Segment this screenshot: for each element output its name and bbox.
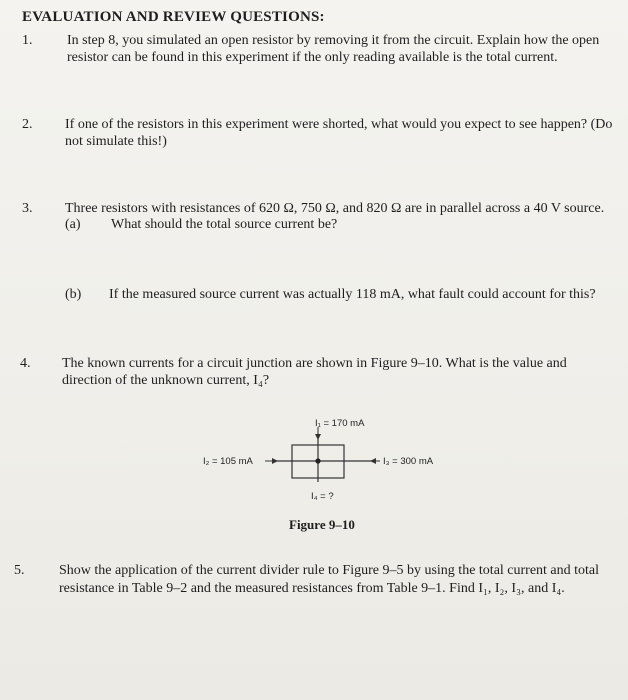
i3-label: I₃ = 300 mA xyxy=(383,456,434,467)
question-5-number: 5. xyxy=(14,563,25,578)
question-4-number: 4. xyxy=(20,356,31,371)
i1-arrowhead xyxy=(315,434,321,440)
question-2-line-2: not simulate this!) xyxy=(65,134,167,149)
question-3-number: 3. xyxy=(22,201,33,216)
question-4-line-2: direction of the unknown current, I₄? xyxy=(62,373,270,388)
question-5-line-2: resistance in Table 9–2 and the measured resistances from Table 9–1. Find I₁, I₂, I₃, and I₄. xyxy=(59,581,565,596)
question-5-line-1: Show the application of the current divider rule to Figure 9–5 by using the total current and total xyxy=(59,563,600,578)
junction-node xyxy=(315,458,320,463)
question-1-line-1: In step 8, you simulated an open resistor by removing it from the circuit. Explain how the open xyxy=(67,33,600,48)
question-1-number: 1. xyxy=(22,33,33,48)
question-3b-label: (b) xyxy=(65,287,82,302)
question-3a-label: (a) xyxy=(65,217,81,232)
question-3a-text: What should the total source current be? xyxy=(111,217,338,232)
i2-arrowhead xyxy=(272,458,278,464)
question-4-line-1: The known currents for a circuit junction are shown in Figure 9–10. What is the value and xyxy=(62,356,567,371)
i4-label: I₄ = ? xyxy=(311,491,334,502)
question-3-line-1: Three resistors with resistances of 620 Ω, 750 Ω, and 820 Ω are in parallel across a 40 V source. xyxy=(65,201,605,216)
section-heading: EVALUATION AND REVIEW QUESTIONS: xyxy=(22,9,325,25)
question-3b-text: If the measured source current was actually 118 mA, what fault could account for this? xyxy=(109,287,596,302)
i3-arrowhead xyxy=(370,458,376,464)
question-2-line-1: If one of the resistors in this experiment were shorted, what would you expect to see happen? (Do xyxy=(65,117,613,132)
i1-label: I₁ = 170 mA xyxy=(315,418,365,429)
question-1-line-2: resistor can be found in this experiment if the only reading available is the total current. xyxy=(67,50,558,65)
i2-label: I₂ = 105 mA xyxy=(203,456,253,467)
question-2-number: 2. xyxy=(22,117,33,132)
figure-caption: Figure 9–10 xyxy=(289,517,355,532)
